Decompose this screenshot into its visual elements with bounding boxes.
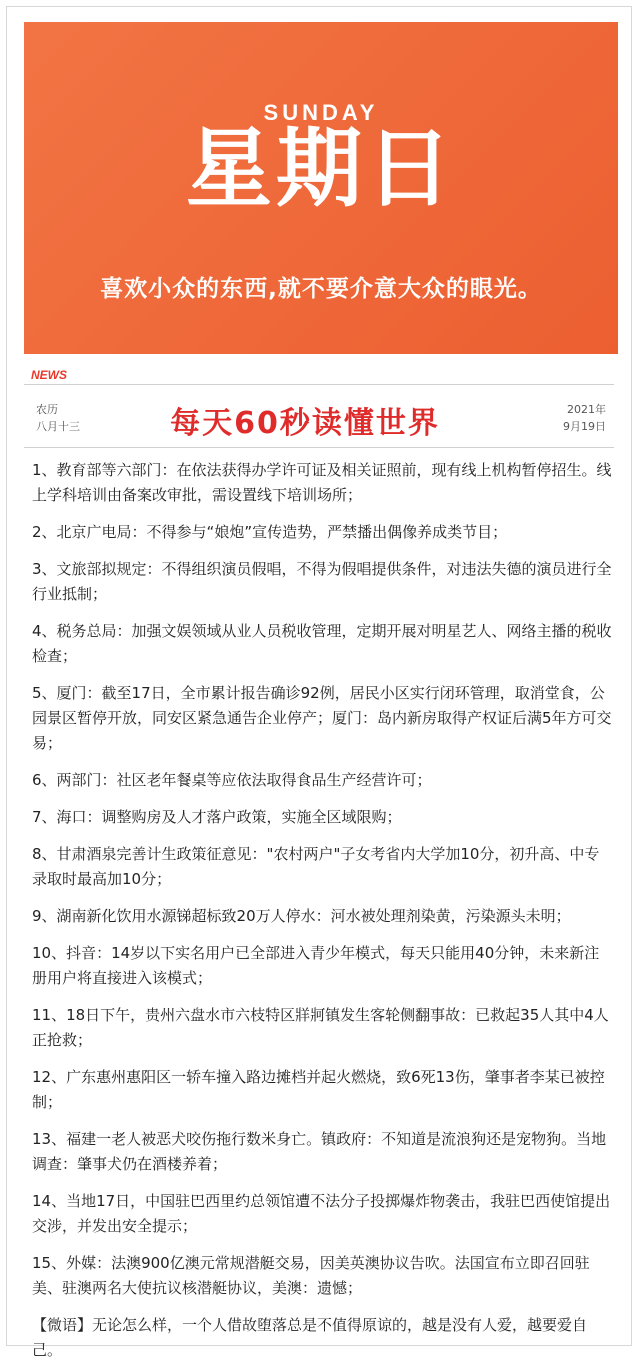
news-item-7: 7、海口：调整购房及人才落户政策，实施全区域限购； bbox=[32, 808, 402, 826]
news-item-6: 6、两部门：社区老年餐桌等应依法取得食品生产经营许可； bbox=[32, 771, 432, 789]
banner-slogan: 喜欢小众的东西,就不要介意大众的眼光。 bbox=[100, 276, 542, 302]
masthead-title: 每天60秒读懂世界 bbox=[170, 406, 440, 441]
lunar-label: 农历 bbox=[36, 403, 58, 416]
news-item-11: 11、18日下午，贵州六盘水市六枝特区牂牁镇发生客轮侧翻事故：已救起35人其中4人正抢救； bbox=[32, 1006, 609, 1049]
news-item-3: 3、文旅部拟规定：不得组织演员假唱，不得为假唱提供条件，对违法失德的演员进行全行业抵制； bbox=[32, 560, 612, 603]
news-item-13: 13、福建一老人被恶犬咬伤拖行数米身亡。镇政府：不知道是流浪狗还是宠物狗。当地调查：肇事犬仍在酒楼养着； bbox=[32, 1130, 607, 1173]
news-item-15: 15、外媒：法澳900亿澳元常规潜艇交易，因美英澳协议告吹。法国宣布立即召回驻美、驻澳两名大使抗议核潜艇协议，美澳：遗憾； bbox=[32, 1254, 590, 1297]
news-item-14: 14、当地17日，中国驻巴西里约总领馆遭不法分子投掷爆炸物袭击，我驻巴西使馆提出交涉，并发出安全提示； bbox=[32, 1192, 611, 1235]
lunar-date: 八月十三 bbox=[36, 420, 80, 433]
news-item-4: 4、税务总局：加强文娱领域从业人员税收管理，定期开展对明星艺人、网络主播的税收检查； bbox=[32, 622, 612, 665]
news-item-12: 12、广东惠州惠阳区一轿车撞入路边摊档并起火燃烧，致6死13伤，肇事者李某已被控制； bbox=[32, 1068, 605, 1111]
header-bottom-divider bbox=[24, 447, 614, 448]
lunar-date-block bbox=[36, 401, 80, 435]
news-item-9: 9、湖南新化饮用水源锑超标致20万人停水：河水被处理剂染黄，污染源头未明； bbox=[32, 907, 571, 925]
daily-quote: 【微语】无论怎么样，一个人借故堕落总是不值得原谅的，越是没有人爱，越要爱自己。 bbox=[32, 1316, 588, 1359]
news-item-1: 1、教育部等六部门：在依法获得办学许可证及相关证照前，现有线上机构暂停招生。线上学科培训由备案改审批，需设置线下培训场所； bbox=[32, 461, 612, 504]
header-top-divider bbox=[24, 384, 614, 385]
news-item-10: 10、抖音：14岁以下实名用户已全部进入青少年模式，每天只能用40分钟，未来新注册用户将直接进入该模式； bbox=[32, 944, 600, 987]
news-item-2: 2、北京广电局：不得参与“娘炮”宣传造势，严禁播出偶像养成类节目； bbox=[32, 523, 508, 541]
sunday-banner bbox=[24, 22, 618, 354]
banner-chinese-day: 星期日 bbox=[186, 119, 456, 219]
news-list bbox=[32, 458, 614, 1363]
news-tag: NEWS bbox=[31, 368, 67, 382]
date-year: 2021年 bbox=[567, 403, 606, 416]
news-item-8: 8、甘肃酒泉完善计生政策征意见："农村两户"子女考省内大学加10分，初升高、中专录取时最高加10分； bbox=[32, 845, 600, 888]
gregorian-date-block bbox=[563, 401, 606, 435]
news-item-5: 5、厦门：截至17日，全市累计报告确诊92例，居民小区实行闭环管理，取消堂食，公园景区暂停开放，同安区紧急通告企业停产；厦门：岛内新房取得产权证后满5年方可交易； bbox=[32, 684, 612, 752]
date-month-day: 9月19日 bbox=[563, 420, 606, 433]
banner-english-day: SUNDAY bbox=[263, 100, 379, 125]
